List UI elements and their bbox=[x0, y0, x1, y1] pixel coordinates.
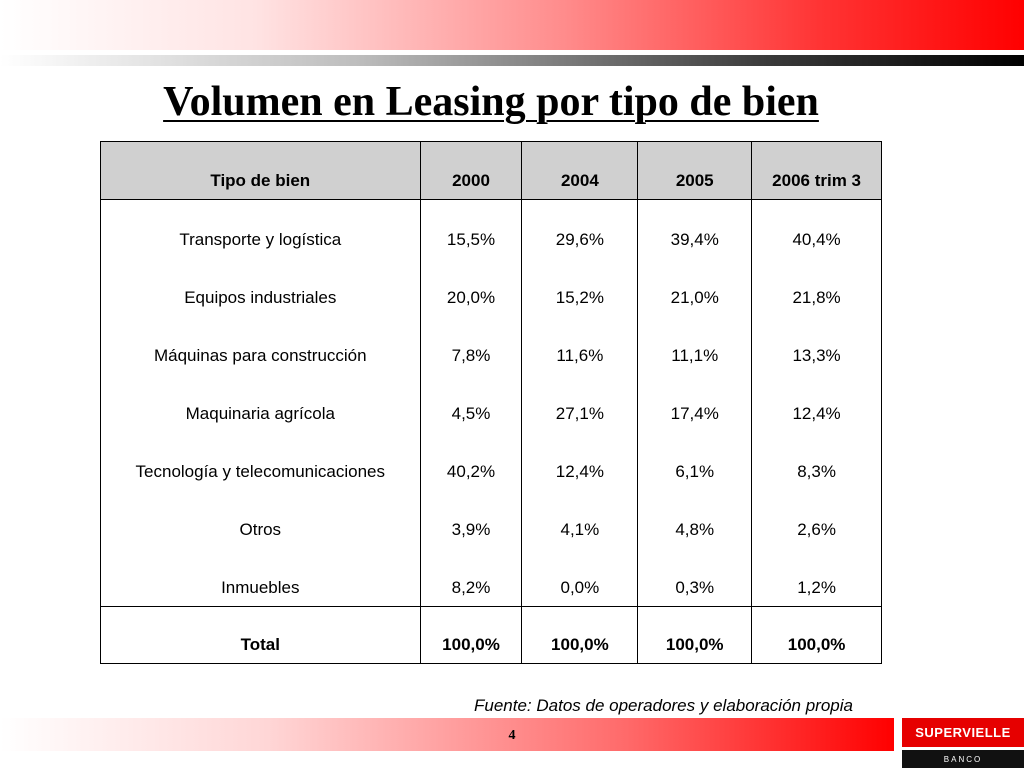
column-header-2000: 2000 bbox=[420, 142, 522, 200]
top-decorative-band bbox=[0, 0, 1024, 50]
column-header-2006: 2006 trim 3 bbox=[752, 142, 882, 200]
table-cell: 29,6% bbox=[522, 200, 638, 258]
table-row bbox=[101, 432, 882, 490]
table-cell: 15,5% bbox=[420, 200, 522, 258]
table-cell: 3,9% bbox=[420, 490, 522, 548]
table-cell: 39,4% bbox=[638, 200, 752, 258]
row-label: Tecnología y telecomunicaciones bbox=[101, 432, 421, 490]
table-cell: 40,2% bbox=[420, 432, 522, 490]
column-header-tipo: Tipo de bien bbox=[101, 142, 421, 200]
table-cell: 8,3% bbox=[752, 432, 882, 490]
table-header-row bbox=[101, 142, 882, 200]
slide-title: Volumen en Leasing por tipo de bien bbox=[163, 79, 819, 125]
column-header-2005: 2005 bbox=[638, 142, 752, 200]
table-cell: 4,8% bbox=[638, 490, 752, 548]
page-number: 4 bbox=[508, 728, 516, 743]
table-cell: 21,8% bbox=[752, 258, 882, 316]
table-row bbox=[101, 490, 882, 548]
total-cell: 100,0% bbox=[638, 607, 752, 664]
top-decorative-rule bbox=[0, 55, 1024, 66]
table-row bbox=[101, 200, 882, 258]
row-label: Otros bbox=[101, 490, 421, 548]
table-cell: 27,1% bbox=[522, 374, 638, 432]
table-cell: 0,0% bbox=[522, 548, 638, 606]
table-cell: 1,2% bbox=[752, 548, 882, 606]
table-cell: 21,0% bbox=[638, 258, 752, 316]
brand-logo-subtitle: BANCO bbox=[902, 750, 1024, 768]
table-cell: 6,1% bbox=[638, 432, 752, 490]
table-cell: 40,4% bbox=[752, 200, 882, 258]
total-label: Total bbox=[101, 607, 421, 664]
row-label: Equipos industriales bbox=[101, 258, 421, 316]
table-cell: 12,4% bbox=[752, 374, 882, 432]
table-cell: 4,5% bbox=[420, 374, 522, 432]
brand-logo: SUPERVIELLE bbox=[902, 718, 1024, 747]
table-row bbox=[101, 548, 882, 606]
table-row bbox=[101, 316, 882, 374]
total-cell: 100,0% bbox=[752, 607, 882, 664]
table-cell: 4,1% bbox=[522, 490, 638, 548]
table-row bbox=[101, 258, 882, 316]
table-cell: 2,6% bbox=[752, 490, 882, 548]
total-cell: 100,0% bbox=[522, 607, 638, 664]
row-label: Transporte y logística bbox=[101, 200, 421, 258]
table-cell: 7,8% bbox=[420, 316, 522, 374]
table-row bbox=[101, 374, 882, 432]
source-note: Fuente: Datos de operadores y elaboración propia bbox=[474, 696, 853, 715]
row-label: Inmuebles bbox=[101, 548, 421, 606]
column-header-2004: 2004 bbox=[522, 142, 638, 200]
table-cell: 11,1% bbox=[638, 316, 752, 374]
total-cell: 100,0% bbox=[420, 607, 522, 664]
row-label: Maquinaria agrícola bbox=[101, 374, 421, 432]
table-cell: 12,4% bbox=[522, 432, 638, 490]
table-total-row bbox=[101, 607, 882, 664]
table-cell: 0,3% bbox=[638, 548, 752, 606]
table-cell: 13,3% bbox=[752, 316, 882, 374]
table-cell: 20,0% bbox=[420, 258, 522, 316]
table-cell: 11,6% bbox=[522, 316, 638, 374]
leasing-table bbox=[100, 141, 882, 664]
row-label: Máquinas para construcción bbox=[101, 316, 421, 374]
table-cell: 8,2% bbox=[420, 548, 522, 606]
table-cell: 15,2% bbox=[522, 258, 638, 316]
table-cell: 17,4% bbox=[638, 374, 752, 432]
